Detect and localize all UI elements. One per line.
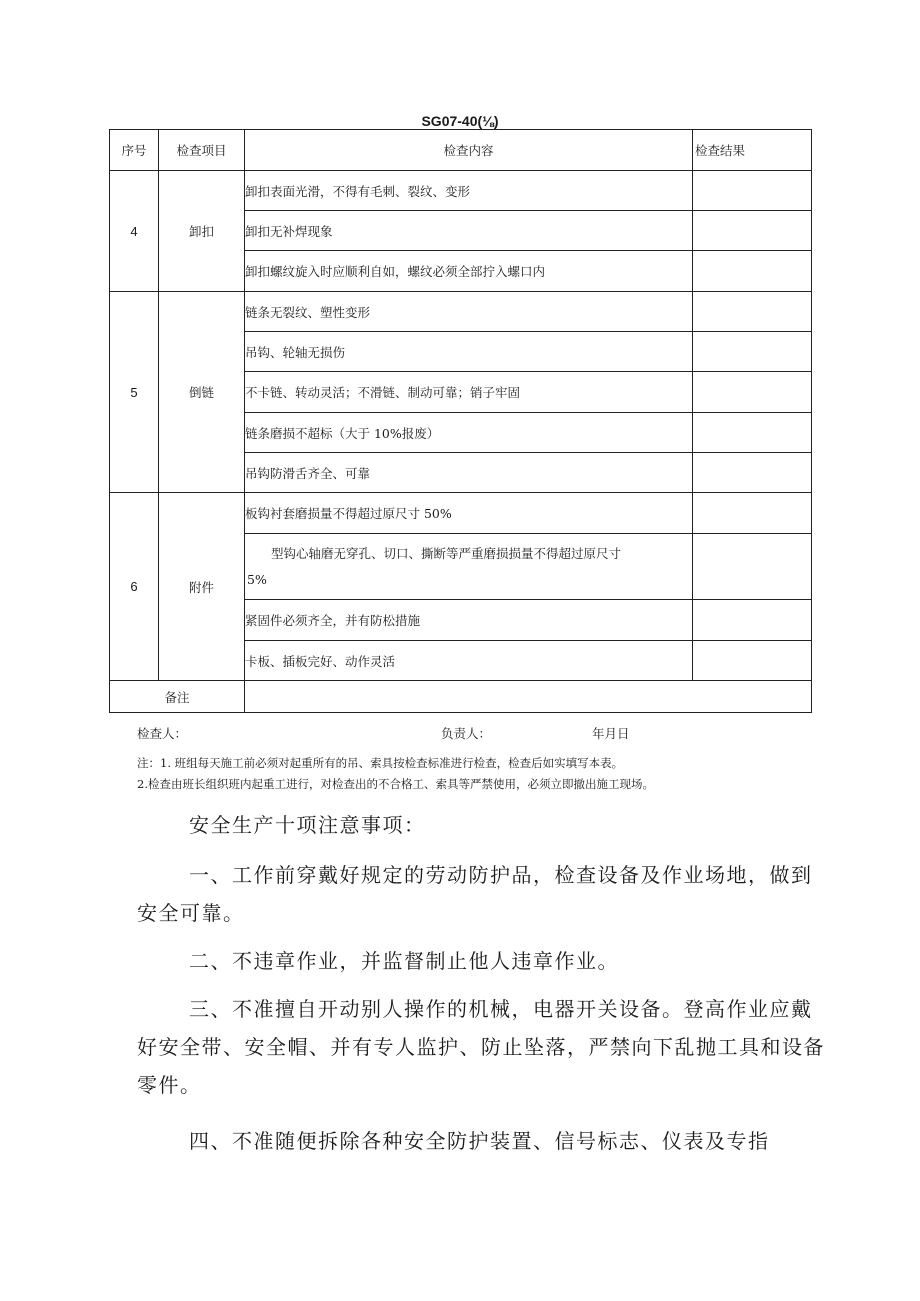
check-content: 紧固件必须齐全，并有防松措施 [245, 600, 693, 641]
responsible-label: 负责人： [441, 726, 492, 741]
group-no: 4 [110, 171, 159, 292]
result-cell[interactable] [693, 372, 812, 413]
group-item: 倒链 [159, 292, 245, 493]
table-row [110, 493, 812, 534]
safety-item-2: 二、不违章作业，并监督制止他人违章作业。 [189, 949, 619, 973]
table-row [110, 292, 812, 332]
result-cell[interactable] [693, 251, 812, 292]
inspector-label: 检查人： [137, 726, 188, 741]
result-cell[interactable] [693, 534, 812, 600]
check-content-multiline [245, 534, 693, 600]
remark-cell[interactable] [245, 681, 812, 713]
check-content: 板钩衬套磨损量不得超过原尺寸 50% [245, 493, 693, 534]
check-content: 卡板、插板完好、动作灵活 [245, 641, 693, 681]
group-item: 卸扣 [159, 171, 245, 292]
safety-item-3: 三、不准擅自开动别人操作的机械，电器开关设备。登高作业应戴好安全带、安全帽、并有专人监护、防止坠落，严禁向下乱抛工具和设备零件。 [137, 997, 825, 1097]
date-label: 年月日 [592, 726, 630, 741]
check-content: 卸扣螺纹旋入时应顺利自如，螺纹必须全部拧入螺口内 [245, 251, 693, 292]
result-cell[interactable] [693, 600, 812, 641]
group-item: 附件 [159, 493, 245, 681]
group-no: 6 [110, 493, 159, 681]
check-content: 不卡链、转动灵活；不滑链、制动可靠；销子牢固 [245, 372, 693, 413]
safety-section [137, 806, 827, 1160]
safety-title: 安全生产十项注意事项： [189, 813, 426, 837]
check-content: 链条磨损不超标（大于 10%报废） [245, 413, 693, 453]
check-content-line: 型钩心轴磨无穿孔、切口、撕断等严重磨损损量不得超过原尺寸 [271, 545, 622, 561]
header-result: 检查结果 [693, 130, 812, 171]
result-cell[interactable] [693, 413, 812, 453]
note-line-1: 注：1. 班组每天施工前必须对起重所有的吊、索具按检查标准进行检查，检查后如实填写本表。 [137, 756, 624, 770]
header-content: 检查内容 [245, 130, 693, 171]
result-cell[interactable] [693, 493, 812, 534]
remark-row [110, 681, 812, 713]
check-content: 卸扣表面光滑，不得有毛刺、裂纹、变形 [245, 171, 693, 211]
header-item: 检查项目 [159, 130, 245, 171]
safety-item-1: 一、工作前穿戴好规定的劳动防护品，检查设备及作业场地，做到安全可靠。 [137, 863, 813, 925]
check-content: 吊钩、轮轴无损伤 [245, 332, 693, 372]
check-content: 链条无裂纹、塑性变形 [245, 292, 693, 332]
inspection-table [109, 129, 812, 713]
check-content-line: 5% [247, 571, 267, 587]
table-row [110, 171, 812, 211]
result-cell[interactable] [693, 332, 812, 372]
group-no: 5 [110, 292, 159, 493]
remark-label: 备注 [110, 681, 245, 713]
check-content: 吊钩防滑舌齐全、可靠 [245, 453, 693, 493]
table-header-row [110, 130, 812, 171]
result-cell[interactable] [693, 641, 812, 681]
check-content: 卸扣无补焊现象 [245, 211, 693, 251]
header-no: 序号 [110, 130, 159, 171]
form-code: SG07-40(⅛) [421, 113, 499, 129]
note-line-2: 2.检查由班长组织班内起重工进行，对检查出的不合格工、索具等严禁使用，必须立即撤出施工现场。 [137, 777, 654, 791]
result-cell[interactable] [693, 453, 812, 493]
safety-item-4: 四、不准随便拆除各种安全防护装置、信号标志、仪表及专指 [189, 1129, 770, 1153]
result-cell[interactable] [693, 171, 812, 211]
result-cell[interactable] [693, 292, 812, 332]
result-cell[interactable] [693, 211, 812, 251]
